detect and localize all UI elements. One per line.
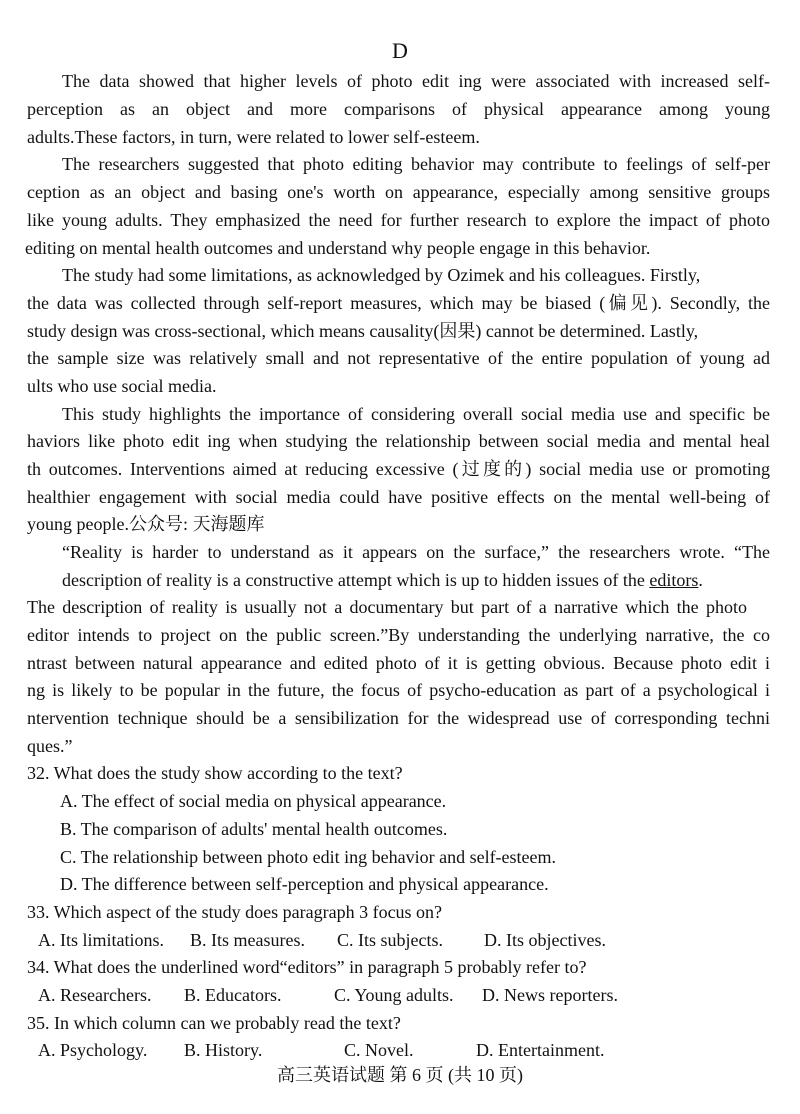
p3-line-2: the data was collected through self-report measures, which may be biased (偏见). Secondly, the bbox=[27, 293, 770, 313]
p5-line-2 bbox=[62, 569, 703, 591]
p4-line-2: haviors like photo edit ing when studying the relationship between social media and mental heal bbox=[27, 431, 770, 451]
p5-line-6: ng is likely to be popular in the future, the focus of psycho-education as part of a psychological i bbox=[27, 680, 770, 700]
underlined-word-editors: editors bbox=[649, 570, 699, 590]
question-33-option-b: B. Its measures. bbox=[190, 930, 305, 950]
page-footer: 高三英语试题 第 6 页 (共 10 页) bbox=[277, 1065, 523, 1085]
p3-line-3: study design was cross-sectional, which means causality(因果) cannot be determined. Lastly, bbox=[27, 321, 699, 341]
p5-line-8: ques.” bbox=[27, 736, 73, 756]
question-32-option-c: C. The relationship between photo edit ing behavior and self-esteem. bbox=[60, 847, 557, 867]
p2-line-3: like young adults. They emphasized the need for further research to explore the impact of photo bbox=[27, 210, 770, 230]
p4-line-1: This study highlights the importance of considering overall social media use and specific be bbox=[62, 404, 770, 424]
question-32-stem: 32. What does the study show according to the text? bbox=[27, 763, 403, 783]
question-34-option-c: C. Young adults. bbox=[334, 985, 454, 1005]
question-33-option-a: A. Its limitations. bbox=[38, 930, 164, 950]
p5-line-4: editor intends to project on the public screen.”By understanding the underlying narrative, the co bbox=[27, 625, 770, 645]
question-35-option-d: D. Entertainment. bbox=[476, 1040, 605, 1060]
p5-line-1: “Reality is harder to understand as it appears on the surface,” the researchers wrote. “The bbox=[62, 542, 770, 562]
p5-line-2-end: . bbox=[698, 570, 703, 590]
p5-line-2-text: description of reality is a constructive attempt which is up to hidden issues of the bbox=[62, 570, 650, 590]
p1-line-1: The data showed that higher levels of photo edit ing were associated with increased self- bbox=[62, 71, 770, 91]
question-35-option-a: A. Psychology. bbox=[38, 1040, 148, 1060]
section-label: D bbox=[392, 38, 408, 63]
question-33-option-c: C. Its subjects. bbox=[337, 930, 443, 950]
p4-line-4: healthier engagement with social media could have positive effects on the mental well-being of bbox=[27, 487, 770, 507]
question-34-option-b: B. Educators. bbox=[184, 985, 282, 1005]
question-34-option-d: D. News reporters. bbox=[482, 985, 618, 1005]
question-33-option-d: D. Its objectives. bbox=[484, 930, 606, 950]
question-34-stem: 34. What does the underlined word“editors” in paragraph 5 probably refer to? bbox=[27, 957, 587, 977]
question-32-option-d: D. The difference between self-perception and physical appearance. bbox=[60, 874, 549, 894]
p5-line-5: ntrast between natural appearance and edited photo of it is getting obvious. Because photo edit i bbox=[27, 653, 770, 673]
p5-line-3: The description of reality is usually not a documentary but part of a narrative which the photo bbox=[27, 597, 747, 617]
question-35-option-b: B. History. bbox=[184, 1040, 263, 1060]
question-34-option-a: A. Researchers. bbox=[38, 985, 152, 1005]
question-35-stem: 35. In which column can we probably read the text? bbox=[27, 1013, 401, 1033]
p2-line-4: editing on mental health outcomes and understand why people engage in this behavior. bbox=[25, 238, 651, 258]
p4-line-5: young people.公众号: 天海题库 bbox=[27, 514, 265, 534]
question-32-option-a: A. The effect of social media on physical appearance. bbox=[60, 791, 447, 811]
p1-line-3: adults.These factors, in turn, were related to lower self-esteem. bbox=[27, 127, 480, 147]
p2-line-1: The researchers suggested that photo editing behavior may contribute to feelings of self-per bbox=[62, 154, 770, 174]
p3-line-1: The study had some limitations, as acknowledged by Ozimek and his colleagues. Firstly, bbox=[62, 265, 701, 285]
question-35-option-c: C. Novel. bbox=[344, 1040, 414, 1060]
p5-line-7: ntervention technique should be a sensibilization for the widespread use of corresponding techni bbox=[27, 708, 770, 728]
question-33-stem: 33. Which aspect of the study does paragraph 3 focus on? bbox=[27, 902, 443, 922]
p2-line-2: ception as an object and basing one's worth on appearance, especially among sensitive groups bbox=[27, 182, 770, 202]
p3-line-5: ults who use social media. bbox=[27, 376, 217, 396]
p4-line-3: th outcomes. Interventions aimed at reducing excessive (过度的) social media use or promoting bbox=[27, 459, 770, 479]
p1-line-2: perception as an object and more comparisons of physical appearance among young bbox=[27, 99, 770, 119]
p3-line-4: the sample size was relatively small and not representative of the entire population of young ad bbox=[27, 348, 770, 368]
question-32-option-b: B. The comparison of adults' mental health outcomes. bbox=[60, 819, 448, 839]
